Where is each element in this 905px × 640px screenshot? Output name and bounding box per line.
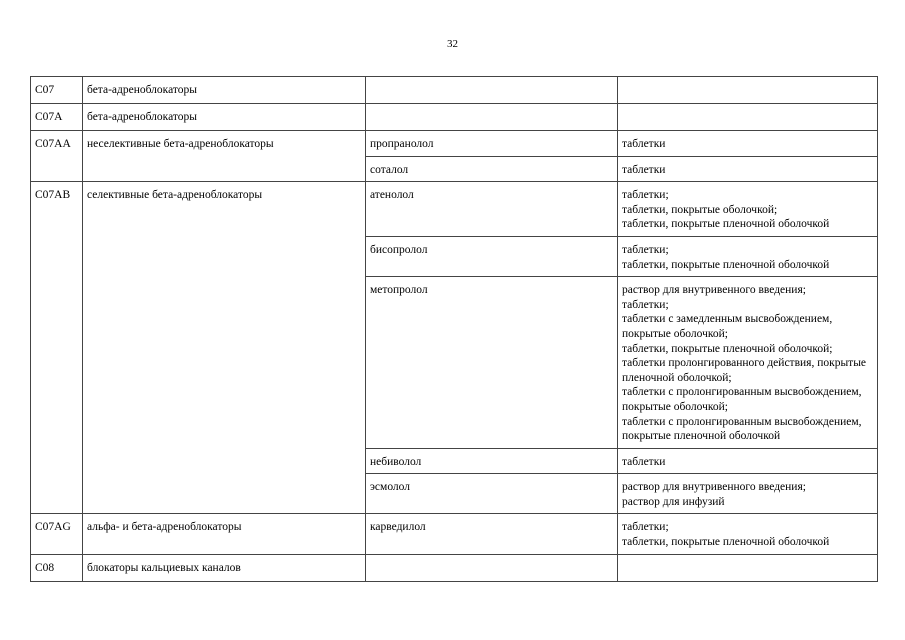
drug-table	[30, 76, 878, 582]
drug-name-cell: атенолол	[366, 182, 618, 237]
dosage-forms-cell: таблетки	[618, 156, 878, 182]
drug-name-cell: небиволол	[366, 448, 618, 474]
atc-code-cell: C07AB	[31, 182, 83, 514]
group-name-cell: альфа- и бета-адреноблокаторы	[83, 514, 366, 554]
dosage-forms-cell: таблетки; таблетки, покрытые пленочной оболочкой	[618, 514, 878, 554]
drug-name-cell: пропранолол	[366, 131, 618, 157]
drug-name-cell	[366, 554, 618, 581]
table-row	[31, 131, 878, 157]
atc-code-cell: C08	[31, 554, 83, 581]
drug-name-cell	[366, 104, 618, 131]
group-name-cell: бета-адреноблокаторы	[83, 104, 366, 131]
table-row	[31, 514, 878, 554]
group-name-cell: бета-адреноблокаторы	[83, 77, 366, 104]
group-name-cell: неселективные бета-адреноблокаторы	[83, 131, 366, 182]
group-name-cell: селективные бета-адреноблокаторы	[83, 182, 366, 514]
dosage-forms-cell	[618, 77, 878, 104]
atc-code-cell: C07A	[31, 104, 83, 131]
drug-name-cell: бисопролол	[366, 236, 618, 276]
dosage-forms-cell: раствор для внутривенного введения; таблетки; таблетки с замедленным высвобождением, покрытые оболочкой; таблетки, покрытые пленочной оболочкой; таблетки пролонгированного действия, покрытые пленочной оболочкой; таблетки с пролонгированным высвобождением, покрытые оболочкой; таблетки с пролонгированным высвобождением, покрытые пленочной оболочкой	[618, 277, 878, 449]
drug-name-cell: эсмолол	[366, 474, 618, 514]
dosage-forms-cell: таблетки	[618, 131, 878, 157]
atc-code-cell: C07AA	[31, 131, 83, 182]
dosage-forms-cell: раствор для внутривенного введения; раствор для инфузий	[618, 474, 878, 514]
table-row	[31, 182, 878, 237]
drug-name-cell: карведилол	[366, 514, 618, 554]
drug-name-cell: соталол	[366, 156, 618, 182]
dosage-forms-cell: таблетки; таблетки, покрытые пленочной оболочкой	[618, 236, 878, 276]
atc-code-cell: C07	[31, 77, 83, 104]
table-row	[31, 77, 878, 104]
group-name-cell: блокаторы кальциевых каналов	[83, 554, 366, 581]
atc-code-cell: C07AG	[31, 514, 83, 554]
table-row	[31, 554, 878, 581]
page-number: 32	[447, 38, 458, 50]
dosage-forms-cell	[618, 554, 878, 581]
dosage-forms-cell: таблетки	[618, 448, 878, 474]
dosage-forms-cell: таблетки; таблетки, покрытые оболочкой; таблетки, покрытые пленочной оболочкой	[618, 182, 878, 237]
drug-name-cell: метопролол	[366, 277, 618, 449]
drug-name-cell	[366, 77, 618, 104]
dosage-forms-cell	[618, 104, 878, 131]
table-row	[31, 104, 878, 131]
